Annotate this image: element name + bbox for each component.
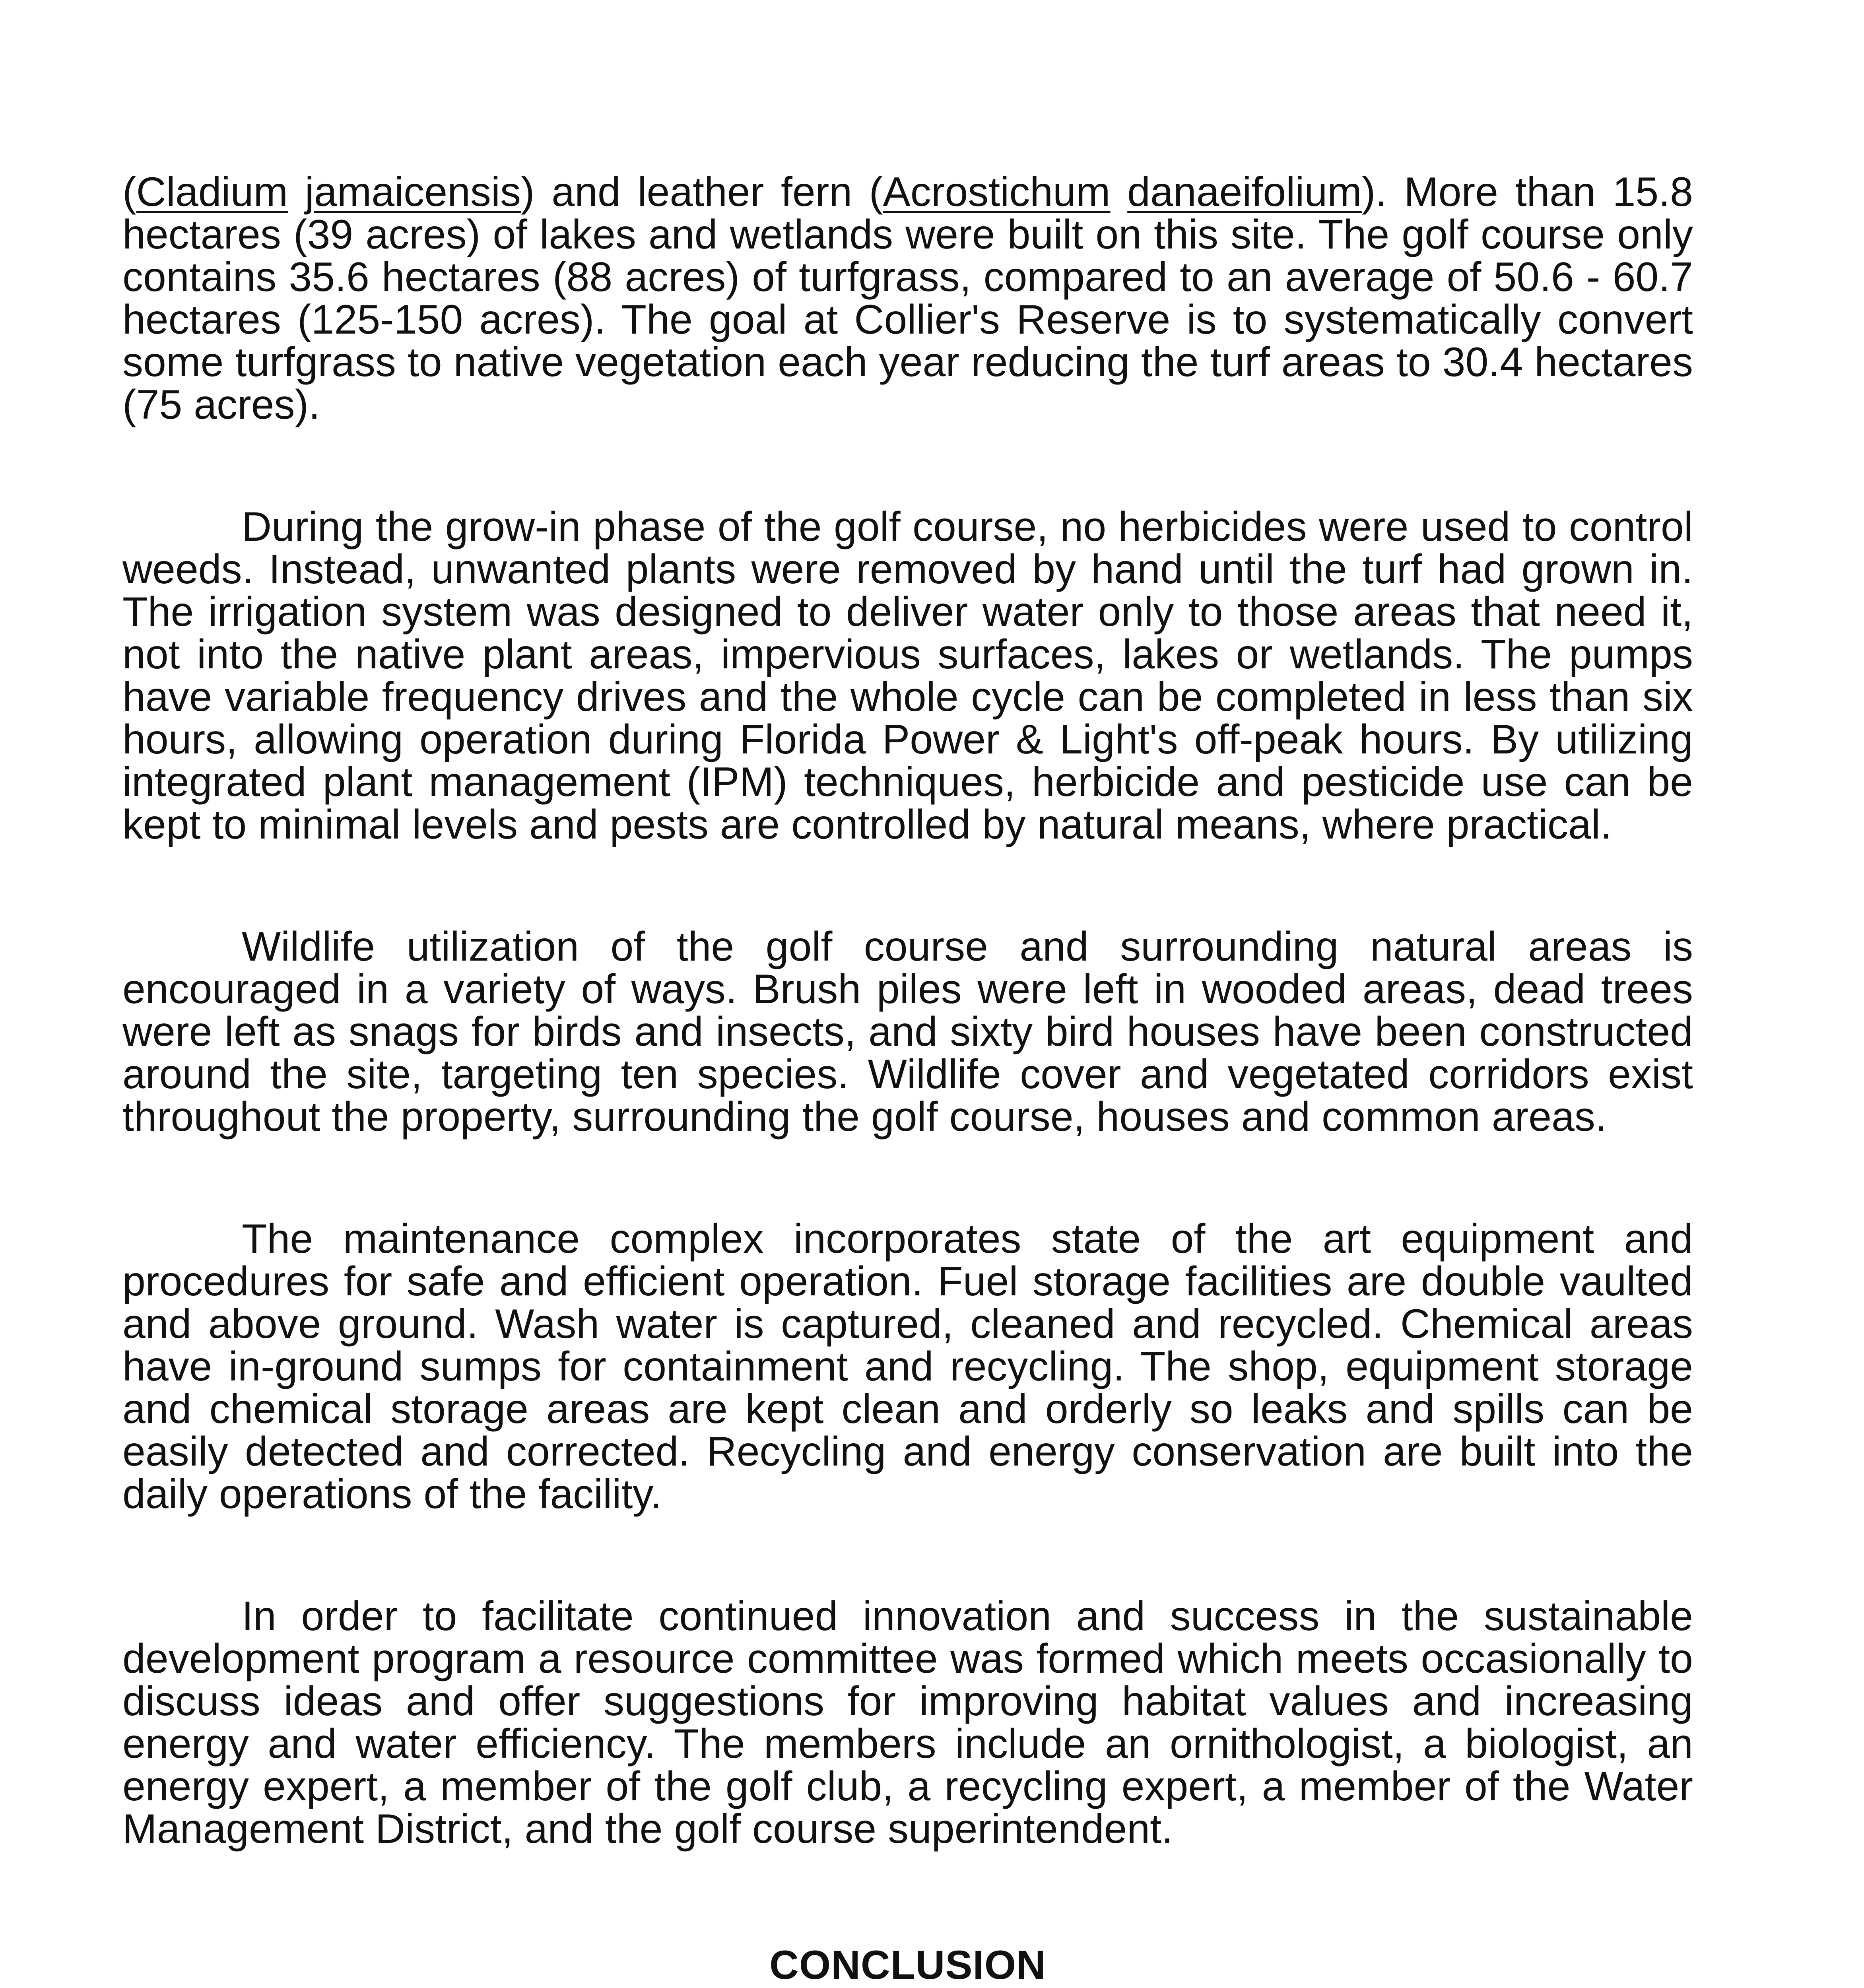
section-heading-conclusion: CONCLUSION [769, 1942, 1046, 1988]
scientific-name-genus: Acrostichum [883, 169, 1111, 215]
text-run: ) and leather fern ( [521, 169, 883, 215]
paragraph-vegetation [122, 171, 1693, 426]
scientific-name-species: jamaicensis [305, 169, 521, 215]
body-text [122, 171, 1693, 1988]
text-run: ). More than 15.8 hectares (39 acres) of lakes and wetlands were built on this site. The golf course only contains 35.6 hectares (88 acres) of turfgrass, compared to an average of 50.6 - 60.7 hectares (125-150 acres). The goal at Collier's Reserve is to systematically convert some turfgrass to native vegetation each year reducing the turf areas to 30.4 hectares (75 acres). [122, 169, 1693, 428]
scientific-name-species: danaeifolium [1127, 169, 1362, 215]
text-run [1111, 169, 1128, 215]
text-run: ( [122, 169, 136, 215]
paragraph-grow-in: During the grow-in phase of the golf course, no herbicides were used to control weeds. Instead, unwanted plants were removed by hand until the turf had grown in. The irrigation system was designed to deliver water only to those areas that need it, not into the native plant areas, impervious surfaces, lakes or wetlands. The pumps have variable frequency drives and the whole cycle can be completed in less than six hours, allowing operation during Florida Power & Light's off-peak hours. By utilizing integrated plant management (IPM) techniques, herbicide and pesticide use can be kept to minimal levels and pests are controlled by natural means, where practical. [122, 504, 1693, 848]
paragraph-wildlife: Wildlife utilization of the golf course and surrounding natural areas is encouraged in a variety of ways. Brush piles were left in wooded areas, dead trees were left as snags for birds and insects, and sixty bird houses have been constructed around the site, targeting ten species. Wildlife cover and vegetated corridors exist throughout the property, surrounding the golf course, houses and common areas. [122, 924, 1693, 1140]
paragraph-committee: In order to facilitate continued innovation and success in the sustainable development program a resource committee was formed which meets occasionally to discuss ideas and offer suggestions for improving habitat values and increasing energy and water efficiency. The members include an ornithologist, a biologist, an energy expert, a member of the golf club, a recycling expert, a member of the Water Management District, and the golf course superintendent. [122, 1593, 1693, 1852]
text-run [288, 169, 305, 215]
scientific-name-genus: Cladium [136, 169, 288, 215]
paragraph-maintenance: The maintenance complex incorporates state of the art equipment and procedures for safe and efficient operation. Fuel storage facilities are double vaulted and above ground. Wash water is captured, cleaned and recycled. Chemical areas have in-ground sumps for containment and recycling. The shop, equipment storage and chemical storage areas are kept clean and orderly so leaks and spills can be easily detected and corrected. Recycling and energy conservation are built into the daily operations of the facility. [122, 1216, 1693, 1517]
